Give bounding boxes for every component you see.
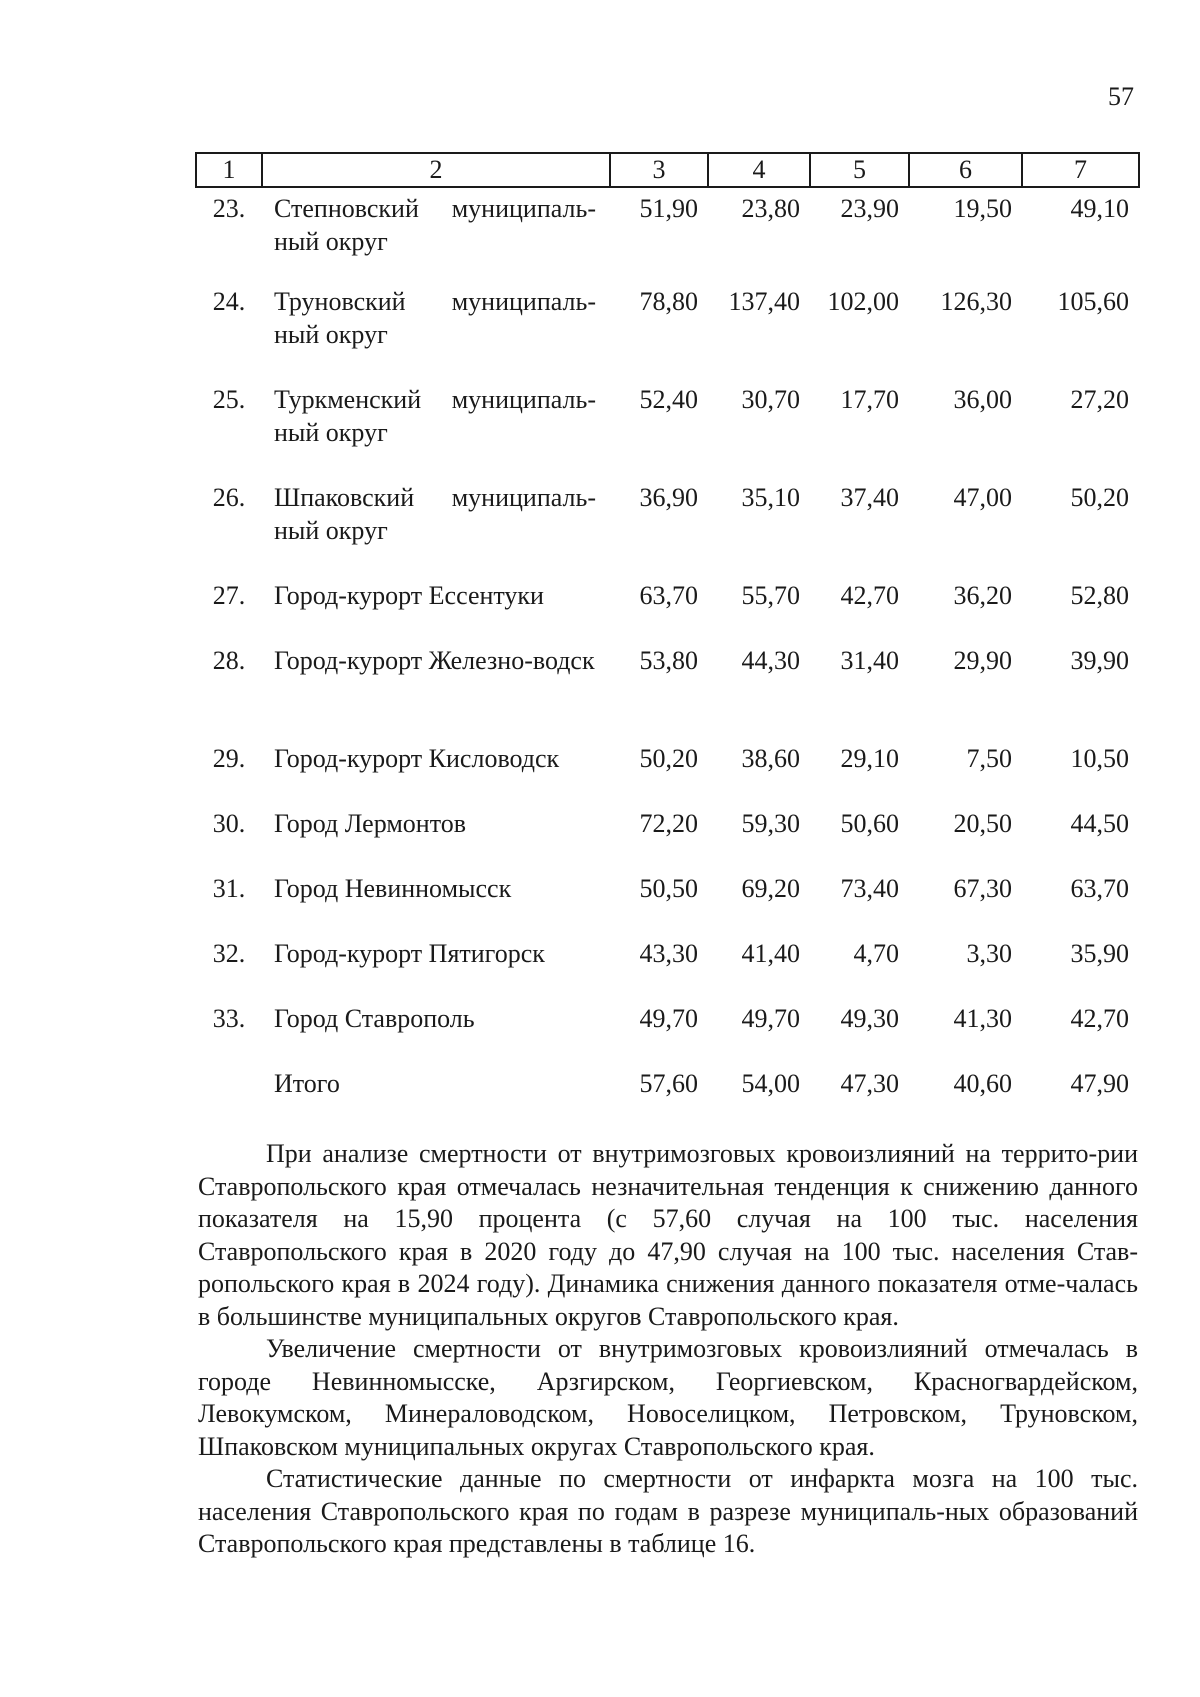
value-cell: 43,30 xyxy=(639,939,698,968)
value-cell: 20,50 xyxy=(953,809,1012,838)
value-cell: 41,30 xyxy=(953,1004,1012,1033)
table-row xyxy=(196,644,1139,742)
value-cell: 59,30 xyxy=(741,809,800,838)
header-cell-1: 1 xyxy=(196,153,262,187)
value-cell: 23,90 xyxy=(840,194,899,223)
value-cell: 73,40 xyxy=(840,874,899,903)
header-cell-7: 7 xyxy=(1022,153,1139,187)
table-row xyxy=(196,1067,1139,1132)
value-cell: 72,20 xyxy=(639,809,698,838)
value-cell: 38,60 xyxy=(741,744,800,773)
row-number: 28. xyxy=(212,646,246,675)
value-cell: 17,70 xyxy=(840,385,899,414)
value-cell: 41,40 xyxy=(741,939,800,968)
row-number: 32. xyxy=(212,939,246,968)
value-cell: 42,70 xyxy=(840,581,899,610)
value-cell: 63,70 xyxy=(1070,874,1129,903)
municipality-name: Туркменский муниципаль-ный округ xyxy=(274,385,596,447)
value-cell: 4,70 xyxy=(853,939,899,968)
value-cell: 49,70 xyxy=(639,1004,698,1033)
body-text xyxy=(198,1138,1138,1561)
paragraph: Статистические данные по смертности от инфаркта мозга на 100 тыс. населения Ставропольского края по годам в разрезе муниципаль-ных образований Ставропольского края представлены в таблице 16. xyxy=(198,1464,1138,1558)
value-cell: 27,20 xyxy=(1070,385,1129,414)
municipality-name: Город-курорт Кисловодск xyxy=(274,744,560,773)
table-row xyxy=(196,579,1139,644)
value-cell: 105,60 xyxy=(1057,287,1129,316)
value-cell: 36,90 xyxy=(639,483,698,512)
mortality-table xyxy=(195,152,1140,1132)
value-cell: 49,10 xyxy=(1070,194,1129,223)
row-number: 31. xyxy=(212,874,246,903)
value-cell: 50,20 xyxy=(639,744,698,773)
table-row xyxy=(196,481,1139,579)
header-cell-4: 4 xyxy=(708,153,810,187)
value-cell: 29,10 xyxy=(840,744,899,773)
value-cell: 44,30 xyxy=(741,646,800,675)
table-row xyxy=(196,383,1139,481)
value-cell: 47,90 xyxy=(1070,1069,1129,1098)
municipality-name: Степновский муниципаль-ный округ xyxy=(274,194,596,256)
municipality-name: Город-курорт Железно-водск xyxy=(274,646,595,675)
row-number xyxy=(196,1067,262,1132)
value-cell: 47,30 xyxy=(840,1069,899,1098)
value-cell: 52,80 xyxy=(1070,581,1129,610)
value-cell: 40,60 xyxy=(953,1069,1012,1098)
value-cell: 57,60 xyxy=(639,1069,698,1098)
value-cell: 36,20 xyxy=(953,581,1012,610)
table-row xyxy=(196,285,1139,383)
value-cell: 126,30 xyxy=(940,287,1012,316)
value-cell: 3,30 xyxy=(966,939,1012,968)
value-cell: 50,60 xyxy=(840,809,899,838)
header-cell-6: 6 xyxy=(909,153,1022,187)
row-number: 23. xyxy=(212,194,246,223)
value-cell: 50,50 xyxy=(639,874,698,903)
header-cell-5: 5 xyxy=(810,153,909,187)
value-cell: 53,80 xyxy=(639,646,698,675)
row-number: 26. xyxy=(212,483,246,512)
value-cell: 50,20 xyxy=(1070,483,1129,512)
value-cell: 137,40 xyxy=(728,287,800,316)
value-cell: 102,00 xyxy=(827,287,899,316)
value-cell: 51,90 xyxy=(639,194,698,223)
table-header xyxy=(196,153,1139,187)
municipality-name: Город-курорт Ессентуки xyxy=(274,581,544,610)
row-number: 24. xyxy=(212,287,246,316)
table-row xyxy=(196,742,1139,807)
row-number: 33. xyxy=(212,1004,246,1033)
paragraph: При анализе смертности от внутримозговых кровоизлияний на террито-рии Ставропольского края отмечалась незначительная тенденция к снижению данного показателя на 15,90 процента (с 57,60 случая на 100 тыс. населения Ставропольского края в 2020 году до 47,90 случая на 100 тыс. населения Став-ропольского края в 2024 году). Динамика снижения данного показателя отме-чалась в большинстве муниципальных округов Ставропольского края. xyxy=(198,1139,1138,1331)
value-cell: 10,50 xyxy=(1070,744,1129,773)
municipality-name: Город Ставрополь xyxy=(274,1004,475,1033)
row-number: 29. xyxy=(212,744,246,773)
table-row xyxy=(196,1002,1139,1067)
value-cell: 39,90 xyxy=(1070,646,1129,675)
municipality-name: Город Лермонтов xyxy=(274,809,466,838)
table-header-row xyxy=(196,153,1139,187)
value-cell: 31,40 xyxy=(840,646,899,675)
table-row xyxy=(196,187,1139,285)
value-cell: 49,30 xyxy=(840,1004,899,1033)
value-cell: 36,00 xyxy=(953,385,1012,414)
municipality-name: Шпаковский муниципаль-ный округ xyxy=(274,483,596,545)
municipality-name: Город-курорт Пятигорск xyxy=(274,939,545,968)
value-cell: 52,40 xyxy=(639,385,698,414)
value-cell: 35,10 xyxy=(741,483,800,512)
municipality-name: Труновский муниципаль-ный округ xyxy=(274,287,596,349)
row-number: 27. xyxy=(212,581,246,610)
value-cell: 35,90 xyxy=(1070,939,1129,968)
value-cell: 63,70 xyxy=(639,581,698,610)
value-cell: 7,50 xyxy=(966,744,1012,773)
value-cell: 49,70 xyxy=(741,1004,800,1033)
value-cell: 54,00 xyxy=(741,1069,800,1098)
row-number: 25. xyxy=(212,385,246,414)
table-row xyxy=(196,872,1139,937)
value-cell: 55,70 xyxy=(741,581,800,610)
value-cell: 19,50 xyxy=(953,194,1012,223)
value-cell: 23,80 xyxy=(741,194,800,223)
table-row xyxy=(196,807,1139,872)
value-cell: 78,80 xyxy=(639,287,698,316)
header-cell-2: 2 xyxy=(262,153,610,187)
value-cell: 29,90 xyxy=(953,646,1012,675)
municipality-name: Итого xyxy=(274,1069,340,1098)
paragraph: Увеличение смертности от внутримозговых кровоизлияний отмечалась в городе Невинномысске, Арзгирском, Георгиевском, Красногвардейском, Левокумском, Минераловодском, Новоселицком, Петровском, Труновском, Шпаковском муниципальных округах Ставропольского края. xyxy=(198,1334,1138,1461)
value-cell: 37,40 xyxy=(840,483,899,512)
value-cell: 67,30 xyxy=(953,874,1012,903)
value-cell: 69,20 xyxy=(741,874,800,903)
table-row xyxy=(196,937,1139,1002)
municipality-name: Город Невинномысск xyxy=(274,874,512,903)
value-cell: 42,70 xyxy=(1070,1004,1129,1033)
value-cell: 30,70 xyxy=(741,385,800,414)
table-body xyxy=(196,187,1139,1132)
value-cell: 47,00 xyxy=(953,483,1012,512)
header-cell-3: 3 xyxy=(610,153,708,187)
value-cell: 44,50 xyxy=(1070,809,1129,838)
page-number: 57 xyxy=(1108,82,1134,111)
row-number: 30. xyxy=(212,809,246,838)
